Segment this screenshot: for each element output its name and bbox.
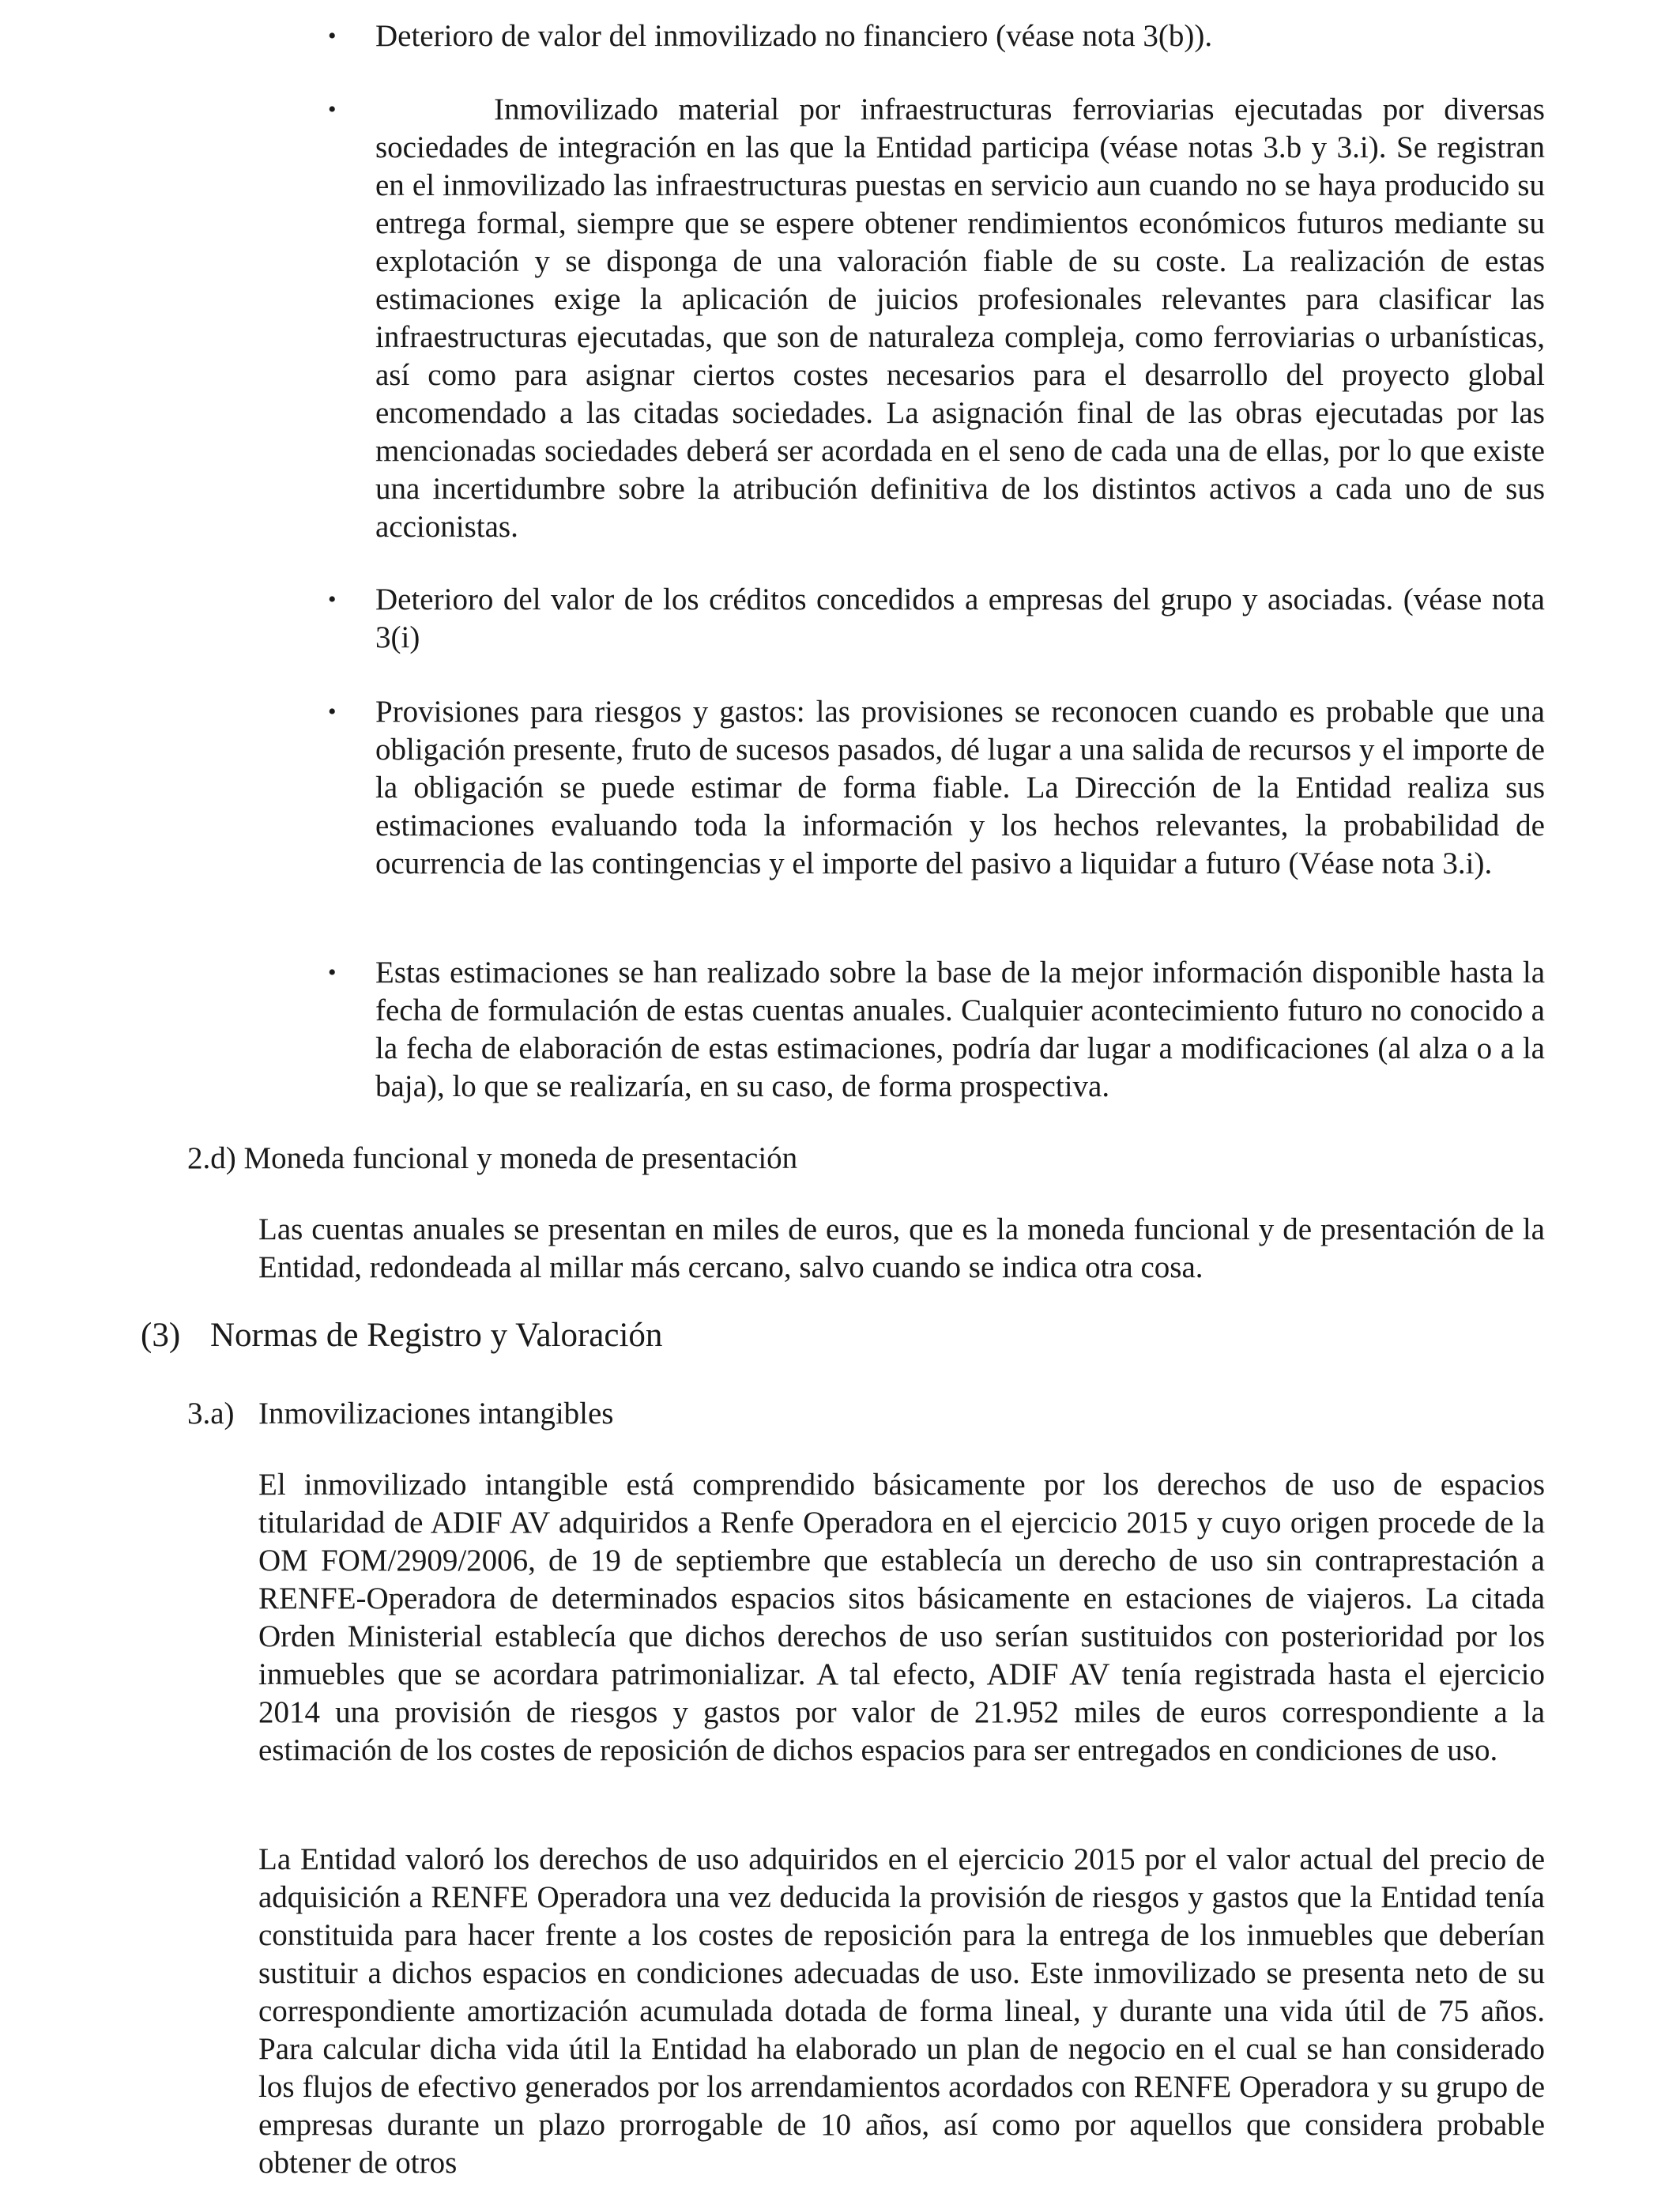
bullet-text: Provisiones para riesgos y gastos: las provisiones se reconocen cuando es probable que una obligación presente, fruto de sucesos pasados, dé lugar a una salida de recursos y el importe de la obligación se puede estimar de forma fiable. La Dirección de la Entidad realiza sus estimaciones evaluando toda la información y los hechos relevantes, la probabilidad de ocurrencia de las contingencias y el importe del pasivo a liquidar a futuro (Véase nota 3.i). <box>375 695 1545 880</box>
bullet-item-3 <box>320 581 1545 657</box>
bullet-list <box>320 954 1545 1106</box>
section-2d-paragraph: Las cuentas anuales se presentan en miles de euros, que es la moneda funcional y de presentación de la Entidad, redondeada al millar más cercano, salvo cuando se indica otra cosa. <box>258 1212 1545 1284</box>
section-heading-3a <box>187 1395 613 1433</box>
bullet-icon: • <box>328 959 337 986</box>
section-number: (3) <box>141 1317 181 1354</box>
section-title: Inmovilizaciones intangibles <box>258 1397 614 1431</box>
bullet-icon: • <box>328 23 337 49</box>
bullet-icon: • <box>328 699 337 725</box>
section-number: 3.a) <box>187 1397 235 1431</box>
bullet-text: Deterioro de valor del inmovilizado no financiero (véase nota 3(b)). <box>375 19 1213 53</box>
bullet-item-4 <box>320 693 1545 883</box>
bullet-list <box>320 17 1545 55</box>
section-heading-3 <box>141 1317 662 1355</box>
section-3a-paragraph-2: La Entidad valoró los derechos de uso adquiridos en el ejercicio 2015 por el valor actual del precio de adquisición a RENFE Operadora una vez deducida la provisión de riesgos y gastos que la Entidad tenía constituida para hacer frente a los costes de reposición para la entrega de los inmuebles que deberían sustituir a dichos espacios en condiciones adecuadas de uso. Este inmovilizado se presenta neto de su correspondiente amortización acumulada dotada de forma lineal, y durante una vida útil de 75 años. Para calcular dicha vida útil la Entidad ha elaborado un plan de negocio en el cual se han considerado los flujos de efectivo generados por los arrendamientos acordados con RENFE Operadora y su grupo de empresas durante un plazo prorrogable de 10 años, así como por aquellos que considera probable obtener de otros <box>258 1842 1545 2180</box>
section-title: Normas de Registro y Valoración <box>210 1317 663 1354</box>
bullet-item-5 <box>320 954 1545 1106</box>
bullet-text: Deterioro del valor de los créditos concedidos a empresas del grupo y asociadas. (véase nota 3(i) <box>375 582 1545 654</box>
bullet-item-2 <box>320 91 1545 546</box>
bullet-list <box>320 91 1545 546</box>
bullet-icon: • <box>328 96 337 123</box>
bullet-icon: • <box>328 586 337 613</box>
section-3a-paragraph-1: El inmovilizado intangible está comprendido básicamente por los derechos de uso de espacios titularidad de ADIF AV adquiridos a Renfe Operadora en el ejercicio 2015 y cuyo origen procede de la OM FOM/2909/2006, de 19 de septiembre que establecía un derecho de uso sin contraprestación a RENFE-Operadora de determinados espacios sitos básicamente en estaciones de viajeros. La citada Orden Ministerial establecía que dichos derechos de uso serían sustituidos con posterioridad por los inmuebles que se acordara patrimonializar. A tal efecto, ADIF AV tenía registrada hasta el ejercicio 2014 una provisión de riesgos y gastos por valor de 21.952 miles de euros correspondiente a la estimación de los costes de reposición de dichos espacios para ser entregados en condiciones de uso. <box>258 1468 1545 1767</box>
bullet-item-1 <box>320 17 1545 55</box>
bullet-list <box>320 581 1545 657</box>
section-heading-2d: 2.d) Moneda funcional y moneda de presentación <box>187 1141 798 1175</box>
bullet-text: Inmovilizado material por infraestructuras ferroviarias ejecutadas por diversas sociedades de integración en las que la Entidad participa (véase notas 3.b y 3.i). Se registran en el inmovilizado las infraestructuras puestas en servicio aun cuando no se haya producido su entrega formal, siempre que se espere obtener rendimientos económicos futuros mediante su explotación y se disponga de una valoración fiable de su coste. La realización de estas estimaciones exige la aplicación de juicios profesionales relevantes para clasificar las infraestructuras ejecutadas, que son de naturaleza compleja, como ferroviarias o urbanísticas, así como para asignar ciertos costes necesarios para el desarrollo del proyecto global encomendado a las citadas sociedades. La asignación final de las obras ejecutadas por las mencionadas sociedades deberá ser acordada en el seno de cada una de ellas, por lo que existe una incertidumbre sobre la atribución definitiva de los distintos activos a cada uno de sus accionistas. <box>375 92 1545 544</box>
bullet-list <box>320 693 1545 883</box>
bullet-text: Estas estimaciones se han realizado sobre la base de la mejor información disponible hasta la fecha de formulación de estas cuentas anuales. Cualquier acontecimiento futuro no conocido a la fecha de elaboración de estas estimaciones, podría dar lugar a modificaciones (al alza o a la baja), lo que se realizaría, en su caso, de forma prospectiva. <box>375 956 1545 1103</box>
